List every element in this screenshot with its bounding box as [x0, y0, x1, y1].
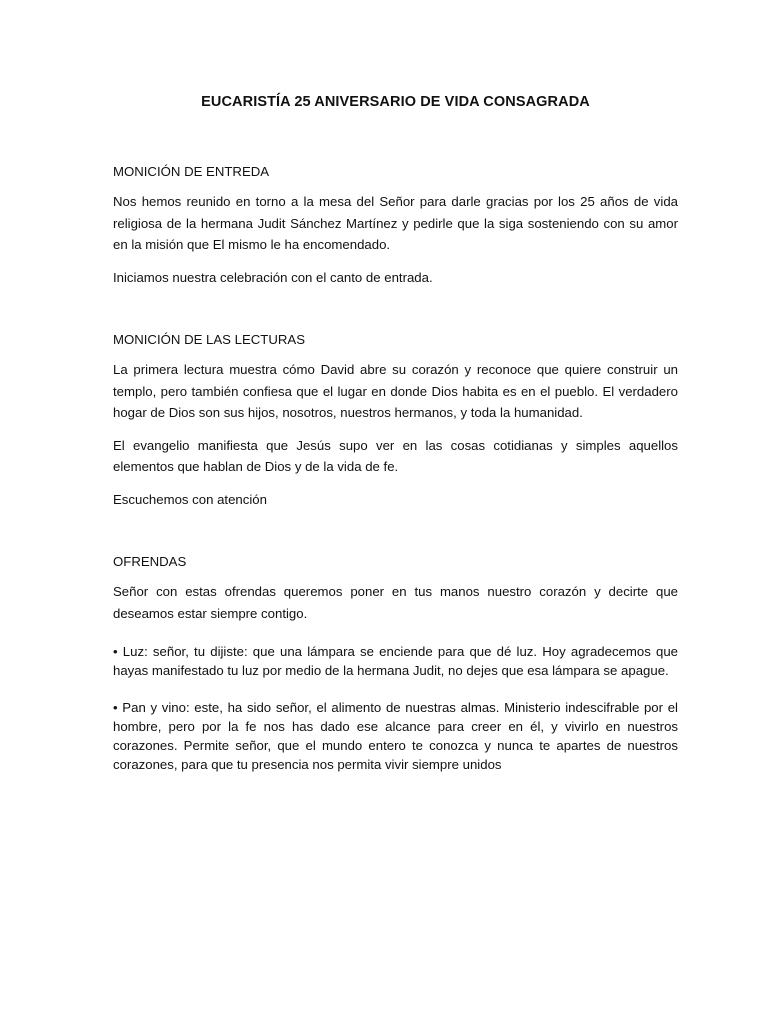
document-title: EUCARISTÍA 25 ANIVERSARIO DE VIDA CONSAGRADA: [201, 94, 590, 110]
entrada-paragraph-2: Iniciamos nuestra celebración con el canto de entrada.: [113, 269, 433, 285]
ofrendas-paragraph-1: Señor con estas ofrendas queremos poner en tus manos nuestro corazón y decirte que deseamos estar siempre contigo.: [113, 584, 678, 621]
ofrendas-bullet-luz: • Luz: señor, tu dijiste: que una lámpara se enciende para que dé luz. Hoy agradecemos que hayas manifestado tu luz por medio de la hermana Judit, no dejes que esa lámpara se apague.: [113, 644, 678, 678]
section-spacer: [113, 521, 678, 554]
ofrendas-bullet-pan-vino: • Pan y vino: este, ha sido señor, el alimento de nuestras almas. Ministerio indescifrable por el hombre, pero por la fe nos has dado ese alcance para creer en él, y vivirlo en nuestros corazones. Permite señor, que el mundo entero te conozca y nunca te apartes de nuestros corazones, para que tu presencia nos permita vivir siempre unidos: [113, 700, 678, 772]
lecturas-paragraph-3: Escuchemos con atención: [113, 491, 267, 507]
document-content: [113, 94, 678, 792]
bullet-spacer: [113, 635, 678, 642]
section-heading-entrada: MONICIÓN DE ENTREDA: [113, 164, 270, 179]
lecturas-paragraph-1: La primera lectura muestra cómo David abre su corazón y reconoce que quiere construir un templo, pero también confiesa que el lugar en donde Dios habita es en el pueblo. El verdadero hogar de Dios son sus hijos, nosotros, nuestros hermanos, y toda la humanidad.: [113, 362, 678, 420]
section-heading-ofrendas: OFRENDAS: [113, 554, 187, 569]
section-heading-lecturas: MONICIÓN DE LAS LECTURAS: [113, 332, 305, 347]
entrada-paragraph-1: Nos hemos reunido en torno a la mesa del Señor para darle gracias por los 25 años de vida religiosa de la hermana Judit Sánchez Martínez y pedirle que la siga sosteniendo con su amor en la misión que El mismo le ha encomendado.: [113, 194, 678, 252]
section-spacer: [113, 299, 678, 332]
lecturas-paragraph-2: El evangelio manifiesta que Jesús supo ver en las cosas cotidianas y simples aquellos elementos que hablan de Dios y de la vida de fe.: [113, 437, 678, 474]
